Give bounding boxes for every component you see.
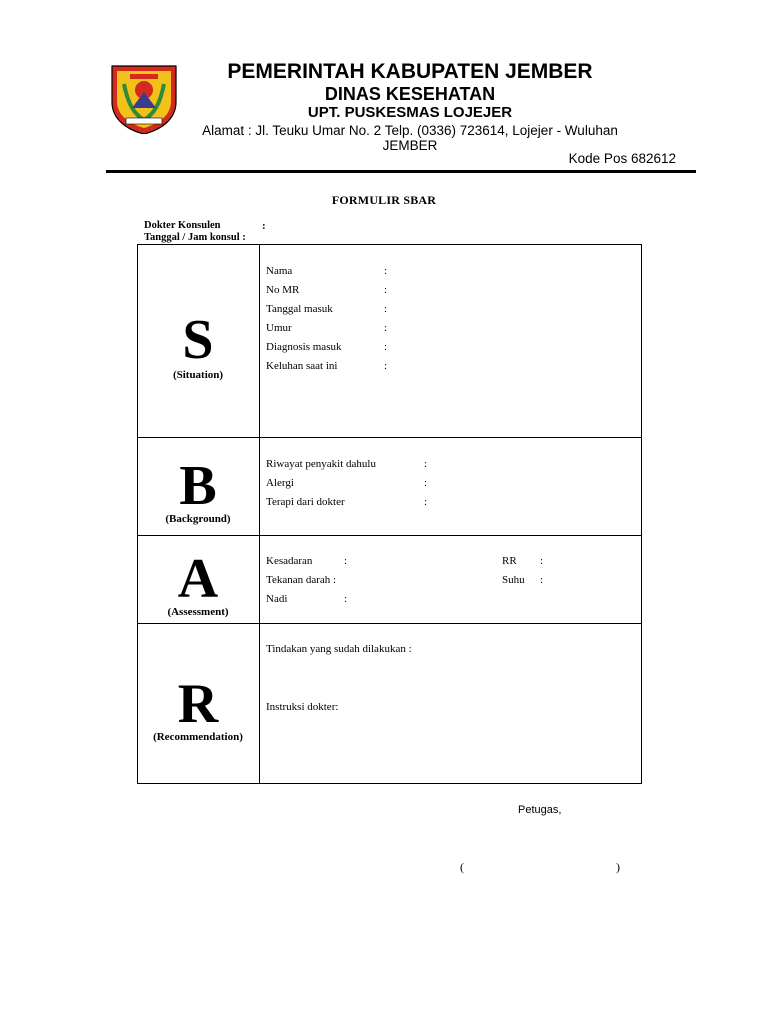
- header-address: Alamat : Jl. Teuku Umar No. 2 Telp. (0336) 723614, Lojejer - Wuluhan: [202, 123, 618, 138]
- field-tanggal-masuk: Tanggal masuk: [266, 303, 333, 315]
- field-keluhan: Keluhan saat ini: [266, 360, 338, 372]
- header-postal-code: Kode Pos 682612: [568, 151, 676, 166]
- colon-no-mr: :: [384, 284, 388, 296]
- field-rr: RR: [502, 555, 517, 567]
- header-address-city: JEMBER: [382, 138, 438, 153]
- row-divider-ba: [137, 535, 642, 536]
- colon-diagnosis: :: [384, 341, 388, 353]
- field-terapi: Terapi dari dokter: [266, 496, 345, 508]
- colon-kesadaran: :: [344, 555, 348, 567]
- colon-tanggal-masuk: :: [384, 303, 388, 315]
- form-title: FORMULIR SBAR: [331, 193, 437, 207]
- colon-riwayat: :: [424, 458, 428, 470]
- doctor-consultant-colon: :: [262, 220, 266, 232]
- letter-r: R: [177, 673, 219, 735]
- header-department: DINAS KESEHATAN: [324, 84, 496, 104]
- colon-umur: :: [384, 322, 388, 334]
- row-divider-sb: [137, 437, 642, 438]
- field-no-mr: No MR: [266, 284, 300, 296]
- field-riwayat-penyakit: Riwayat penyakit dahulu: [266, 458, 376, 470]
- header-divider: [106, 170, 696, 173]
- colon-terapi: :: [424, 496, 428, 508]
- colon-rr: :: [540, 555, 544, 567]
- doctor-consultant-line: [144, 220, 266, 232]
- colon-nama: :: [384, 265, 388, 277]
- header-government: PEMERINTAH KABUPATEN JEMBER: [227, 60, 593, 83]
- caption-assessment: (Assessment): [167, 606, 229, 618]
- field-suhu: Suhu: [502, 574, 525, 586]
- colon-nadi: :: [344, 593, 348, 605]
- field-nadi: Nadi: [266, 593, 288, 605]
- letter-b: B: [179, 455, 217, 517]
- signature-open-paren: (: [460, 860, 464, 874]
- field-tekanan-darah: Tekanan darah :: [266, 574, 337, 586]
- table-column-divider: [259, 244, 260, 784]
- field-umur: Umur: [266, 322, 292, 334]
- row-divider-ar: [137, 623, 642, 624]
- caption-background: (Background): [165, 513, 231, 525]
- header-puskesmas: UPT. PUSKESMAS LOJEJER: [307, 104, 513, 121]
- field-kesadaran: Kesadaran: [266, 555, 313, 567]
- caption-recommendation: (Recommendation): [153, 731, 243, 743]
- doctor-consultant-label: Dokter Konsulen: [144, 220, 221, 231]
- field-tindakan: Tindakan yang sudah dilakukan :: [266, 643, 412, 655]
- field-diagnosis-masuk: Diagnosis masuk: [266, 341, 342, 353]
- colon-suhu: :: [540, 574, 544, 586]
- field-nama: Nama: [266, 265, 293, 277]
- signature-label: Petugas,: [518, 804, 562, 816]
- consult-date-label: Tanggal / Jam konsul :: [144, 232, 246, 243]
- caption-situation: (Situation): [172, 369, 224, 381]
- letter-s: S: [182, 309, 214, 371]
- signature-close-paren: ): [616, 860, 620, 874]
- field-instruksi-dokter: Instruksi dokter:: [266, 701, 339, 713]
- colon-keluhan: :: [384, 360, 388, 372]
- letter-a: A: [177, 548, 219, 610]
- colon-alergi: :: [424, 477, 428, 489]
- field-alergi: Alergi: [266, 477, 294, 489]
